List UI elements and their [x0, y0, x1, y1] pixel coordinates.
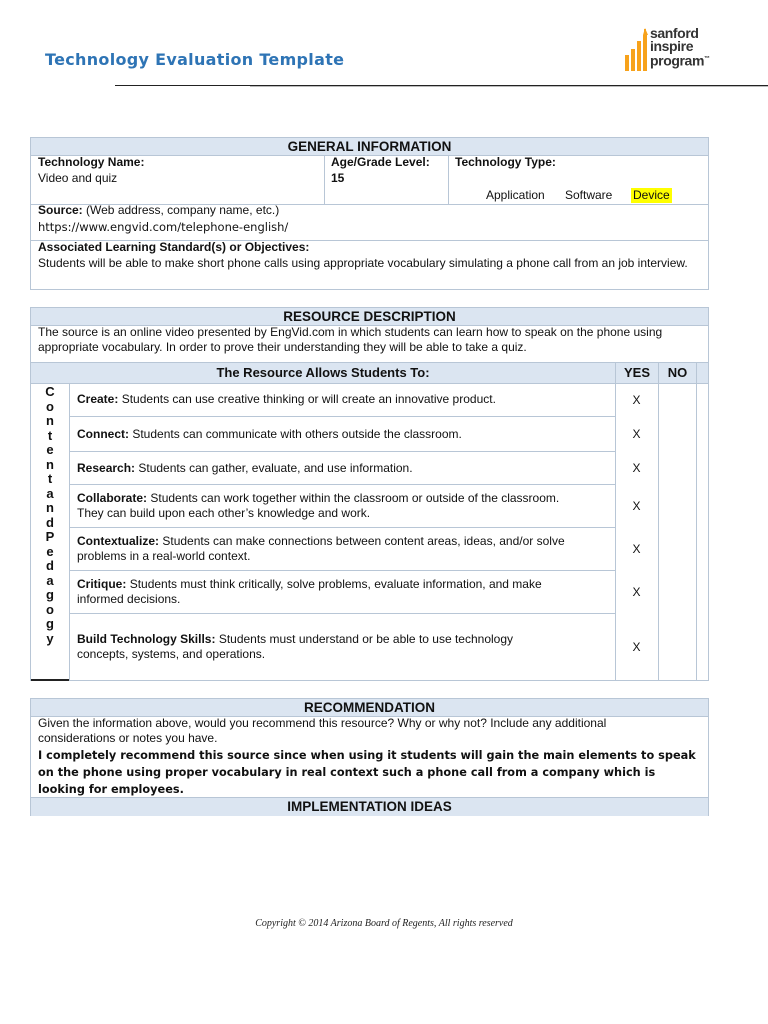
source-row — [38, 203, 279, 218]
standards-label: Associated Learning Standard(s) or Objectives: — [38, 240, 310, 254]
sanford-inspire-logo: sanford inspire program™ — [624, 25, 754, 75]
source-label: Source: — [38, 203, 83, 217]
type-option-software: Software — [565, 188, 613, 202]
criteria-row-build-technology-skills: Build Technology Skills: Students must understand or be able to use technology concepts, systems, and operations. — [69, 613, 615, 681]
criteria-row-connect: Connect: Students can communicate with others outside the classroom. — [69, 416, 615, 451]
general-information-heading: GENERAL INFORMATION — [31, 138, 708, 156]
technology-name-label: Technology Name: — [38, 155, 145, 169]
recommendation-prompt: Given the information above, would you recommend this resource? Why or why not? Include any additional considerations or notes you have. — [38, 716, 607, 745]
column-no: NO — [658, 363, 696, 383]
recommendation-section — [30, 698, 709, 816]
criteria-header-label: The Resource Allows Students To: — [216, 365, 430, 380]
technology-type-label: Technology Type: — [455, 155, 556, 169]
criteria-row-collaborate: Collaborate: Students can work together within the classroom or outside of the classroom. They can build upon each other’s knowledge and work. — [69, 484, 615, 527]
source-hint: (Web address, company name, etc.) — [86, 203, 280, 217]
mark-connect-yes: X — [632, 427, 641, 441]
criteria-row-contextualize: Contextualize: Students can make connections between content areas, ideas, and/or solve problems in a real-world context. — [69, 527, 615, 570]
criteria-row-create: Create: Students can use creative thinking or will create an innovative product. — [77, 392, 496, 406]
criteria-header-row — [31, 362, 708, 384]
resource-description-heading: RESOURCE DESCRIPTION — [31, 308, 708, 326]
logo-bars-icon — [624, 25, 650, 73]
criteria-table-body — [31, 384, 708, 681]
recommendation-heading: RECOMMENDATION — [31, 699, 708, 717]
resource-description-section — [30, 307, 709, 681]
standards-value: Students will be able to make short phone calls using appropriate vocabulary simulating a phone call from an job interview. — [38, 256, 688, 270]
age-grade-value: 15 — [331, 171, 345, 185]
mark-contextualize-yes: X — [632, 542, 641, 556]
mark-build-technology-skills-yes: X — [632, 640, 641, 654]
implementation-ideas-heading: IMPLEMENTATION IDEAS — [31, 798, 708, 816]
title-divider-shadow — [250, 86, 768, 87]
type-option-application: Application — [486, 188, 545, 202]
recommendation-answer: I completely recommend this source since when using it students will gain the main elements to speak on the phone using proper vocabulary in real context such a phone call from a company which is looking for employees. — [38, 749, 696, 796]
general-information-section — [30, 137, 709, 290]
mark-research-yes: X — [632, 461, 641, 475]
criteria-row-critique: Critique: Students must think critically, solve problems, evaluate information, and make informed decisions. — [69, 570, 615, 613]
mark-critique-yes: X — [632, 585, 641, 599]
type-option-device: Device — [633, 188, 670, 202]
copyright-footer: Copyright © 2014 Arizona Board of Regents, All rights reserved — [255, 918, 513, 929]
age-grade-label: Age/Grade Level: — [331, 155, 430, 169]
logo-line-3: program — [650, 52, 704, 69]
resource-description-text: The source is an online video presented by EngVid.com in which students can learn how to speak on the phone using appropriate vocabulary. In order to prove their understanding they will be able to take a quiz. — [38, 325, 663, 354]
logo-line-1: sanford — [650, 25, 699, 41]
column-yes: YES — [615, 363, 658, 383]
logo-line-2: inspire — [650, 38, 694, 54]
mark-collaborate-yes: X — [632, 499, 641, 513]
criteria-row-research: Research: Students can gather, evaluate, and use information. — [69, 451, 615, 484]
document-title: Technology Evaluation Template — [45, 50, 345, 69]
mark-create-yes: X — [632, 393, 641, 407]
content-and-pedagogy-label: C o n t e n t a n d P e d a g o g y — [45, 384, 55, 646]
source-url[interactable]: https://www.engvid.com/telephone-english/ — [38, 220, 289, 234]
technology-name-value: Video and quiz — [38, 171, 118, 185]
